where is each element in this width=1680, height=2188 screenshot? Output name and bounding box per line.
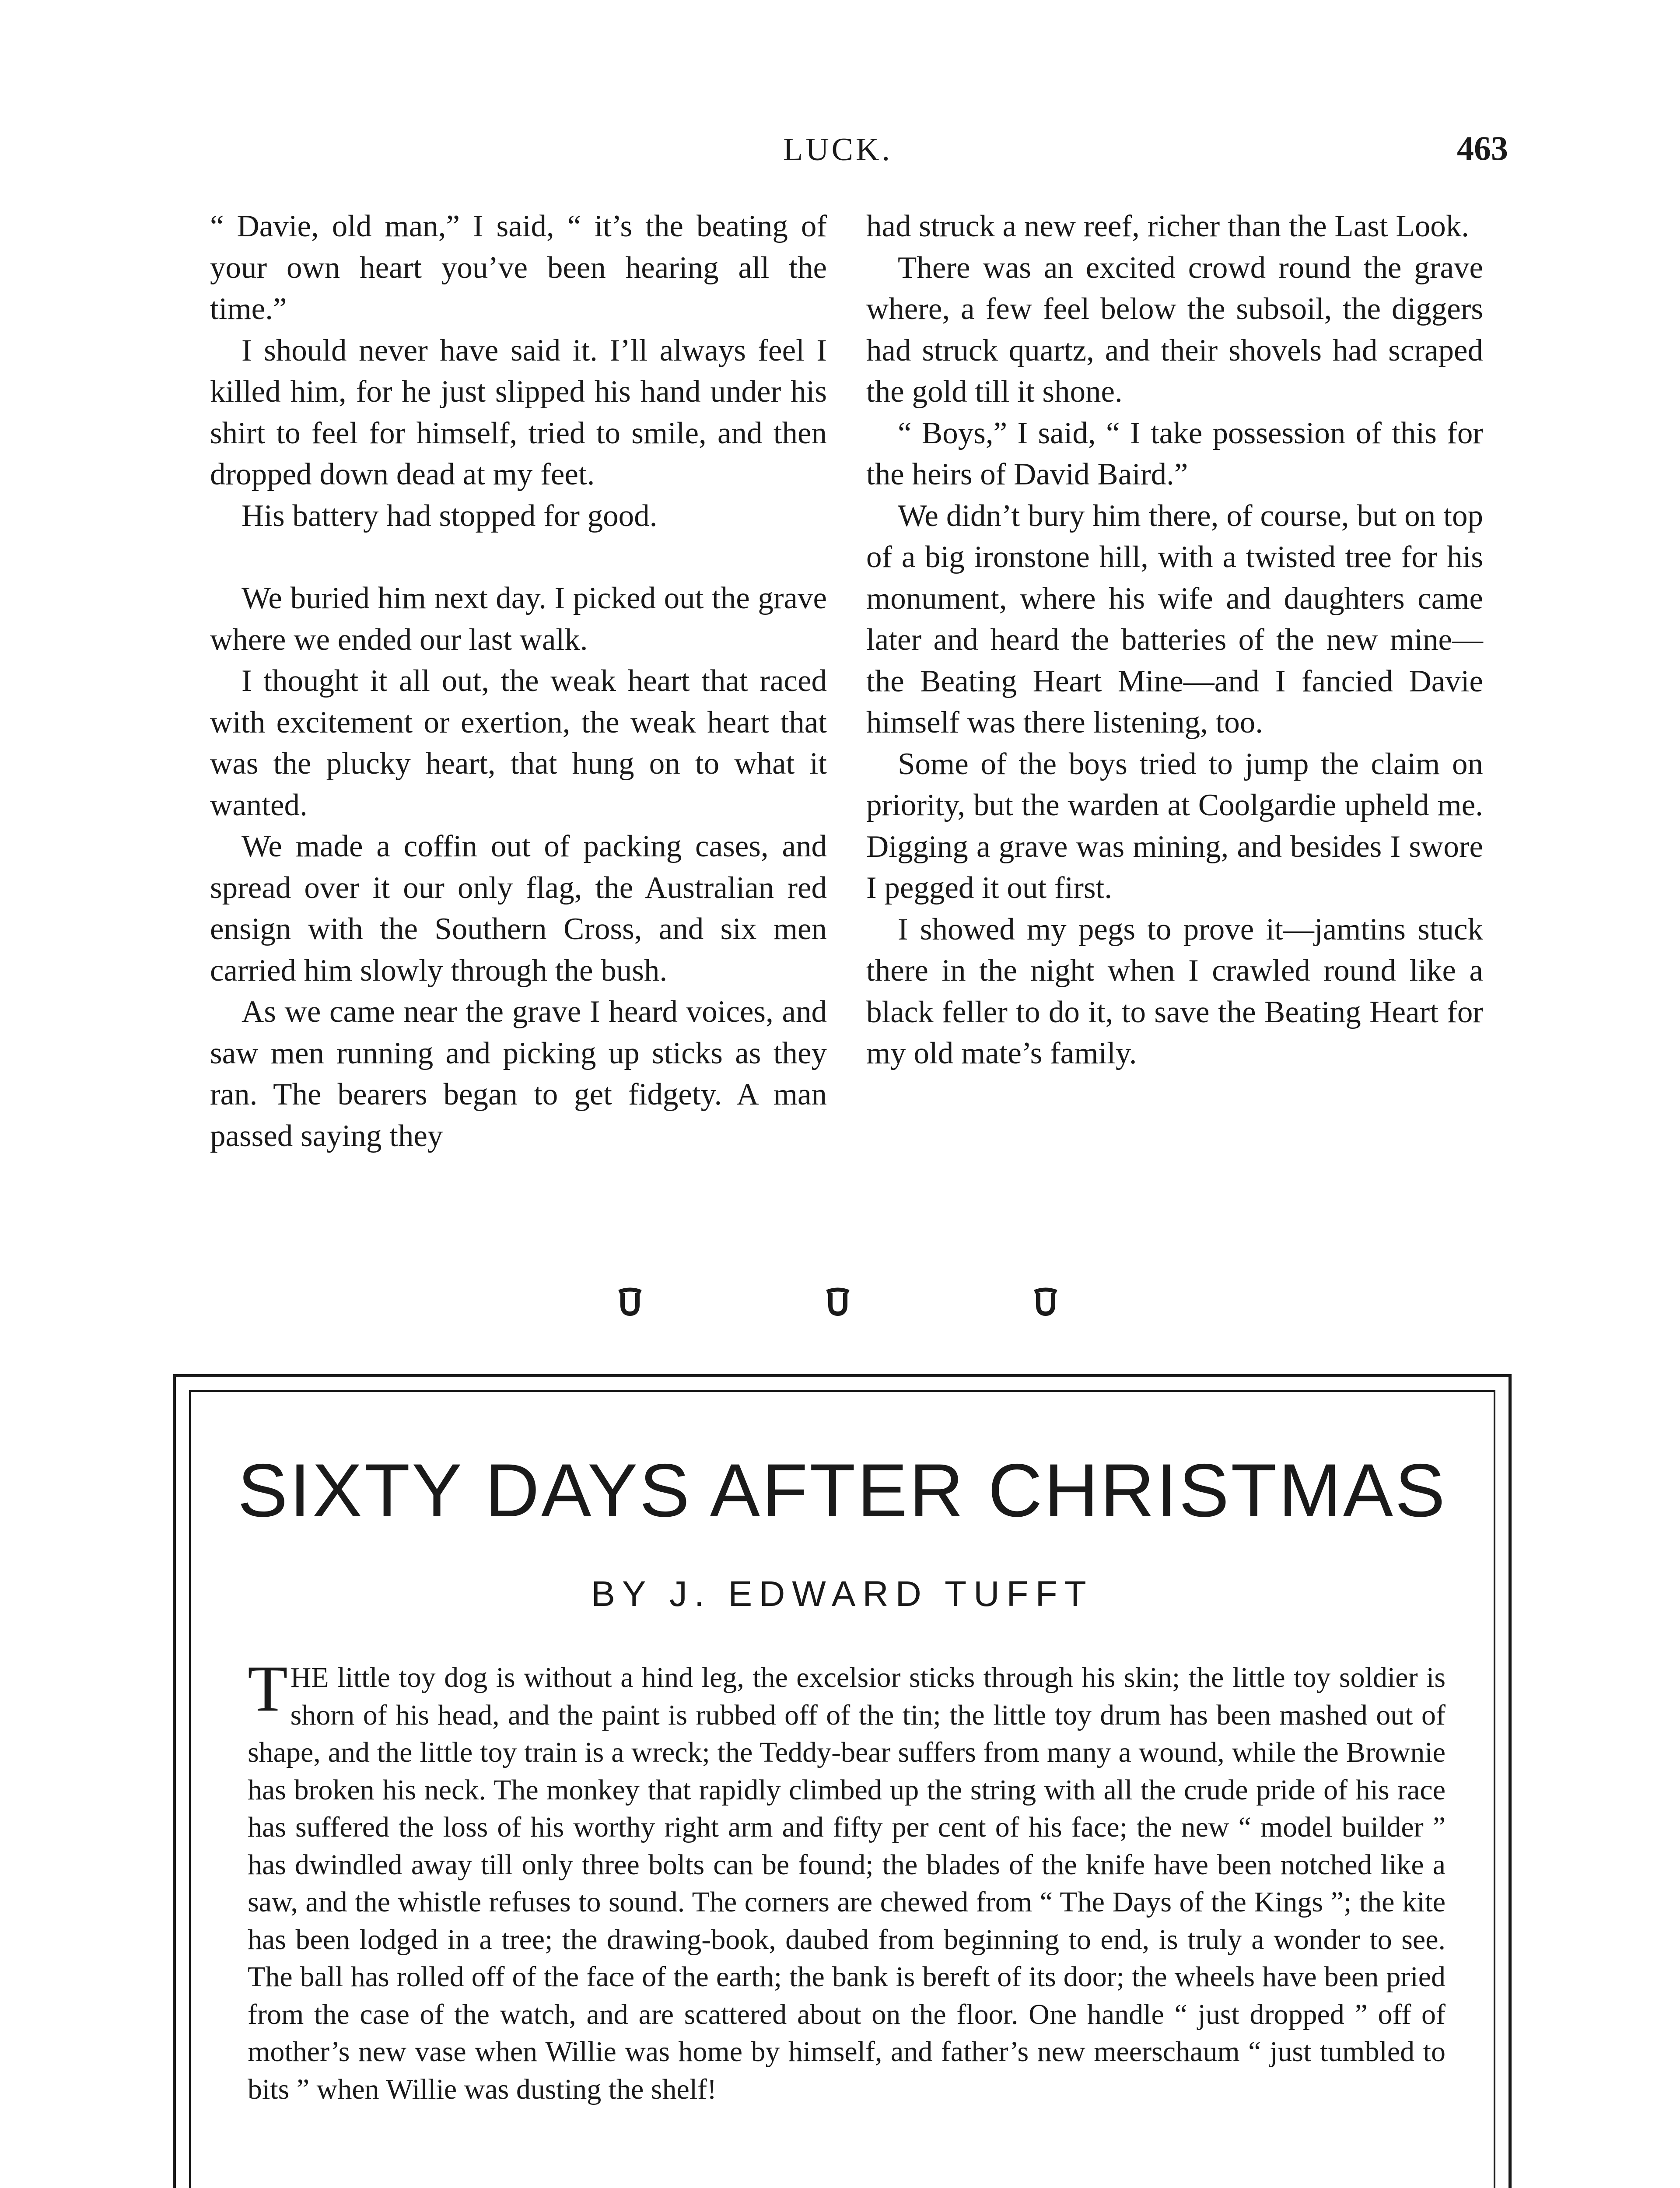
right-column [866, 206, 1483, 1074]
feature-title: SIXTY DAYS AFTER CHRISTMAS [237, 1448, 1447, 1532]
feature-paragraph: HE little toy dog is without a hind leg, the excelsior sticks through his skin; the little toy soldier is shorn of his head, and the paint is rubbed off of the tin; the little toy drum has been mashed out of shape, and the little toy train is a wreck; the Teddy-bear suffers from many a wound, while the Brownie has broken his neck. The monkey that rapidly climbed up the string with all the crude pride of his race has suffered the loss of his worthy right arm and fifty per cent of his face; the new “ model builder ” has dwindled away till only three bolts can be found; the blades of the knife have been notched like a saw, and the whistle refuses to sound. The corners are chewed from “ The Days of the Kings ”; the kite has been lodged in a tree; the drawing-book, daubed from beginning to end, is truly a wonder to see. The ball has rolled off of the face of the earth; the bank is bereft of its door; the wheels have been pried from the case of the watch, and are scattered about on the floor. One handle “ just dropped ” off of mother’s new vase when Willie was home by himself, and father’s new meerschaum “ just tumbled to bits ” when Willie was dusting the shelf! [248, 1662, 1446, 2105]
story-paragraph: “ Davie, old man,” I said, “ it’s the beating of your own heart you’ve been hearing all the time.” [210, 209, 827, 326]
story-paragraph: I thought it all out, the weak heart that raced with excitement or exertion, the weak heart that was the plucky heart, that hung on to what it wanted. [210, 664, 827, 822]
ornament-u-icon [1030, 1287, 1061, 1317]
section-ornaments [0, 1287, 1680, 1335]
feature-box-inner [189, 1390, 1495, 2188]
story-paragraph: As we came near the grave I heard voices, and saw men running and picking up sticks as they ran. The bearers began to get fidgety. A man passed saying they [210, 995, 827, 1153]
story-paragraph: We made a coffin out of packing cases, and spread over it our only flag, the Australian red ensign with the Southern Cross, and six men carried him slowly through the bush. [210, 829, 827, 988]
feature-box [173, 1374, 1512, 2188]
story-paragraph: “ Boys,” I said, “ I take possession of this for the heirs of David Baird.” [866, 416, 1483, 491]
story-paragraph: There was an excited crowd round the grave where, a few feel below the subsoil, the diggers had struck quartz, and their shovels had scraped the gold till it shone. [866, 250, 1483, 409]
drop-cap: T [248, 1652, 288, 1725]
story-paragraph: His battery had stopped for good. [242, 498, 658, 533]
feature-body [248, 1652, 1446, 2108]
story-paragraph: We buried him next day. I picked out the grave where we ended our last walk. [210, 581, 827, 657]
story-paragraph: had struck a new reef, richer than the Last Look. [866, 209, 1470, 243]
ornament-u-icon [615, 1287, 645, 1317]
page-number: 463 [1457, 129, 1508, 167]
left-column [210, 206, 827, 1157]
story-paragraph: Some of the boys tried to jump the claim on priority, but the warden at Coolgardie upheld me. Digging a grave was mining, and besides I swore I pegged it out first. [866, 747, 1483, 905]
story-columns [210, 206, 1518, 1247]
ornament-u-icon [822, 1287, 853, 1317]
running-head [0, 131, 1680, 179]
story-paragraph: I should never have said it. I’ll always feel I killed him, for he just slipped his hand under his shirt to feel for himself, tried to smile, and then dropped down dead at my feet. [210, 333, 827, 491]
running-title: LUCK. [783, 132, 892, 168]
feature-byline: BY J. EDWARD TUFFT [591, 1574, 1093, 1614]
story-paragraph: We didn’t bury him there, of course, but on top of a big ironstone hill, with a twisted tree for his monument, where his wife and daughters came later and heard the batteries of the new mine—the Beating Heart Mine—and I fancied Davie himself was there listening, too. [866, 498, 1483, 740]
story-paragraph: I showed my pegs to prove it—jamtins stuck there in the night when I crawled round like a black feller to do it, to save the Beating Heart for my old mate’s family. [866, 912, 1483, 1070]
